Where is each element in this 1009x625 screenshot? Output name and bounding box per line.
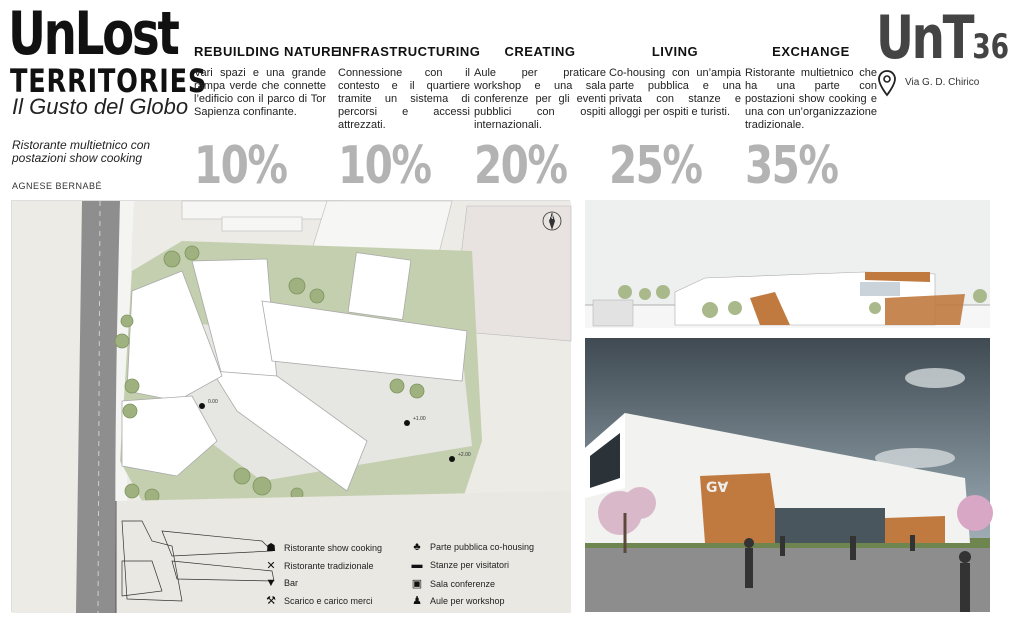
legend-label: Ristorante tradizionale — [284, 560, 374, 571]
legend-item — [264, 594, 373, 607]
category-text: Ristorante multietnico che ha una parte con postazioni show cooking e una con un’organizzazione tradizionale. — [745, 67, 877, 131]
category-living — [609, 44, 741, 196]
location-pin-icon — [878, 70, 896, 96]
north-label: N — [549, 215, 554, 221]
category-title: REBUILDING NATURE — [194, 44, 341, 59]
category-percent: 20% — [474, 136, 567, 196]
cocktail-icon: ▼ — [265, 577, 277, 589]
legend-item — [264, 559, 374, 572]
legend-label: Scarico e carico merci — [284, 595, 373, 606]
render-svg — [585, 338, 990, 612]
worker-icon: ⚒ — [266, 595, 276, 607]
address: Via G. D. Chirico — [905, 77, 980, 88]
author-name: AGNESE BERNABÉ — [12, 181, 103, 191]
category-percent: 35% — [745, 136, 838, 196]
category-creating — [474, 44, 606, 196]
chef-icon: ☗ — [266, 542, 276, 554]
site-plan — [11, 200, 570, 612]
category-text: Aule per praticare workshop e una sala conferenze per gli eventi pubblici con ospiti internazionali. — [474, 67, 606, 131]
category-percent: 10% — [194, 136, 287, 196]
legend-label: Bar — [284, 578, 299, 588]
project-title-line2: TERRITORIES — [10, 62, 208, 100]
level-marker: 0.00 — [208, 399, 218, 405]
logo-number: 36 — [972, 27, 1009, 67]
category-text: Vari spazi e una grande rampa verde che connette l’edificio con il parco di Tor Sapienza confinante. — [194, 67, 326, 118]
people-icon: ♣ — [413, 541, 421, 553]
bed-icon: ▬ — [411, 559, 423, 571]
category-text: Co-housing con un’ampia parte pubblica e una privata con stanze e alloggi per ospiti e turisti. — [609, 67, 741, 118]
category-exchange — [745, 44, 877, 196]
level-marker: +1.00 — [413, 416, 426, 422]
building-sign: G∀ — [706, 480, 729, 496]
building-render — [585, 338, 990, 612]
category-title: EXCHANGE — [772, 44, 850, 59]
legend-item — [410, 559, 509, 571]
legend-item — [410, 577, 495, 590]
legend-item — [410, 541, 534, 553]
category-text: Connessione con il contesto e il quartiere tramite un sistema di percorsi e accessi attrezzati. — [338, 67, 470, 131]
category-title: CREATING — [504, 44, 576, 59]
category-infrastructuring — [338, 44, 481, 196]
elevation-svg — [585, 200, 990, 328]
category-percent: 10% — [338, 136, 431, 196]
unt-logo — [876, 3, 1009, 77]
elevation-drawing — [585, 200, 990, 328]
category-rebuilding-nature — [194, 44, 341, 196]
logo-main: UnT — [876, 3, 973, 73]
category-title: INFRASTRUCTURING — [338, 44, 481, 59]
legend-label: Aule per workshop — [430, 595, 505, 606]
legend-label: Parte pubblica co-housing — [430, 542, 535, 552]
project-subtitle: Il Gusto del Globo — [12, 94, 189, 119]
category-percent: 25% — [609, 136, 702, 196]
category-title: LIVING — [651, 44, 699, 59]
legend-item — [410, 594, 505, 607]
presentation-icon: ▣ — [411, 578, 423, 590]
project-title: UnLost — [8, 0, 178, 69]
legend-label: Ristorante show cooking — [284, 542, 383, 553]
project-description: Ristorante multietnico con postazioni show cooking — [12, 138, 151, 165]
legend-item — [264, 541, 382, 554]
classroom-icon: ♟ — [412, 595, 422, 607]
cutlery-icon: ✕ — [266, 560, 276, 572]
legend-label: Sala conferenze — [430, 578, 496, 589]
level-marker: +2.00 — [458, 452, 471, 458]
legend-label: Stanze per visitatori — [430, 560, 510, 570]
legend-item — [264, 577, 298, 589]
